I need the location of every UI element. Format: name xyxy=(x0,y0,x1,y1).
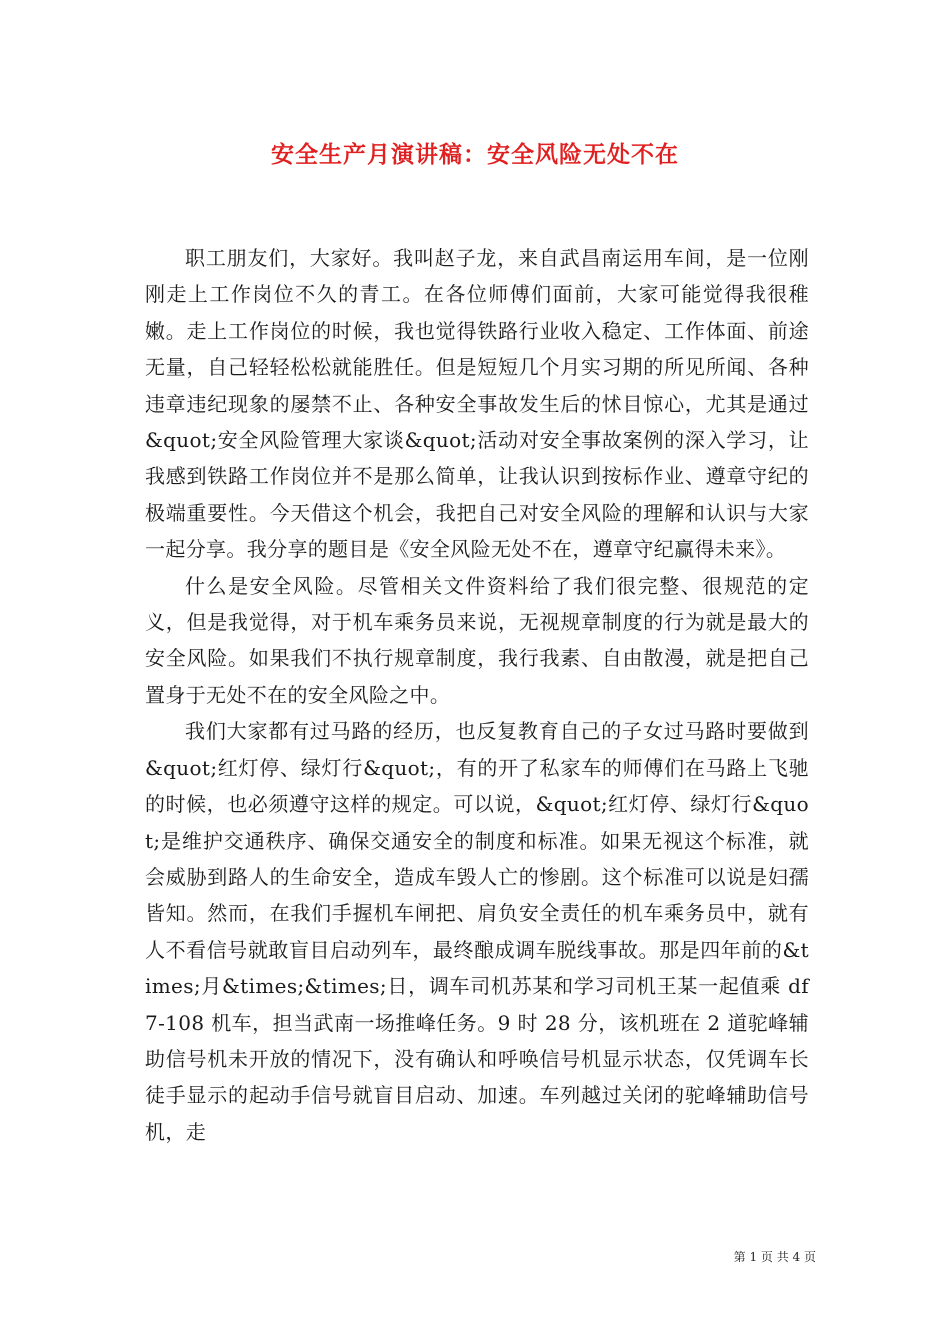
paragraph-definition: 什么是安全风险。尽管相关文件资料给了我们很完整、很规范的定义，但是我觉得，对于机车乘务员来说，无视规章制度的行为就是最大的安全风险。如果我们不执行规章制度，我行我素、自由散漫，就是把自己置身于无处不在的安全风险之中。 xyxy=(145,573,809,707)
paragraph-intro: 职工朋友们，大家好。我叫赵子龙，来自武昌南运用车间，是一位刚刚走上工作岗位不久的青工。在各位师傅们面前，大家可能觉得我很稚嫩。走上工作岗位的时候，我也觉得铁路行业收入稳定、工作体面、前途无量，自己轻轻松松就能胜任。但是短短几个月实习期的所见所闻、各种违章违纪现象的屡禁不止、各种安全事故发生后的怵目惊心，尤其是通过&quot;安全风险管理大家谈&quot;活动对安全事故案例的深入学习，让我感到铁路工作岗位并不是那么简单，让我认识到按标作业、遵章守纪的极端重要性。今天借这个机会，我把自己对安全风险的理解和认识与大家一起分享。我分享的题目是《安全风险无处不在，遵章守纪赢得未来》。 xyxy=(145,246,809,562)
document-title: 安全生产月演讲稿：安全风险无处不在 xyxy=(271,141,679,168)
document-body xyxy=(145,240,809,1150)
paragraph-example: 我们大家都有过马路的经历，也反复教育自己的子女过马路时要做到&quot;红灯停、绿灯行&quot;，有的开了私家车的师傅们在马路上飞驰的时候，也必须遵守这样的规定。可以说，&quot;红灯停、绿灯行&quot;是维护交通秩序、确保交通安全的制度和标准。如果无视这个标准，就会威胁到路人的生命安全，造成车毁人亡的惨剧。这个标准可以说是妇孺皆知。然而，在我们手握机车闸把、肩负安全责任的机车乘务员中，就有人不看信号就敢盲目启动列车，最终酿成调车脱线事故。那是四年前的&times;月&times;&times;日，调车司机苏某和学习司机王某一起值乘 df7-108 机车，担当武南一场推峰任务。9 时 28 分，该机班在 2 道驼峰辅助信号机未开放的情况下，没有确认和呼唤信号机显示状态，仅凭调车长徒手显示的起动手信号就盲目启动、加速。车列越过关闭的驼峰辅助信号机，走 xyxy=(145,719,809,1144)
page-number-footer: 第 1 页 共 4 页 xyxy=(733,1250,816,1264)
